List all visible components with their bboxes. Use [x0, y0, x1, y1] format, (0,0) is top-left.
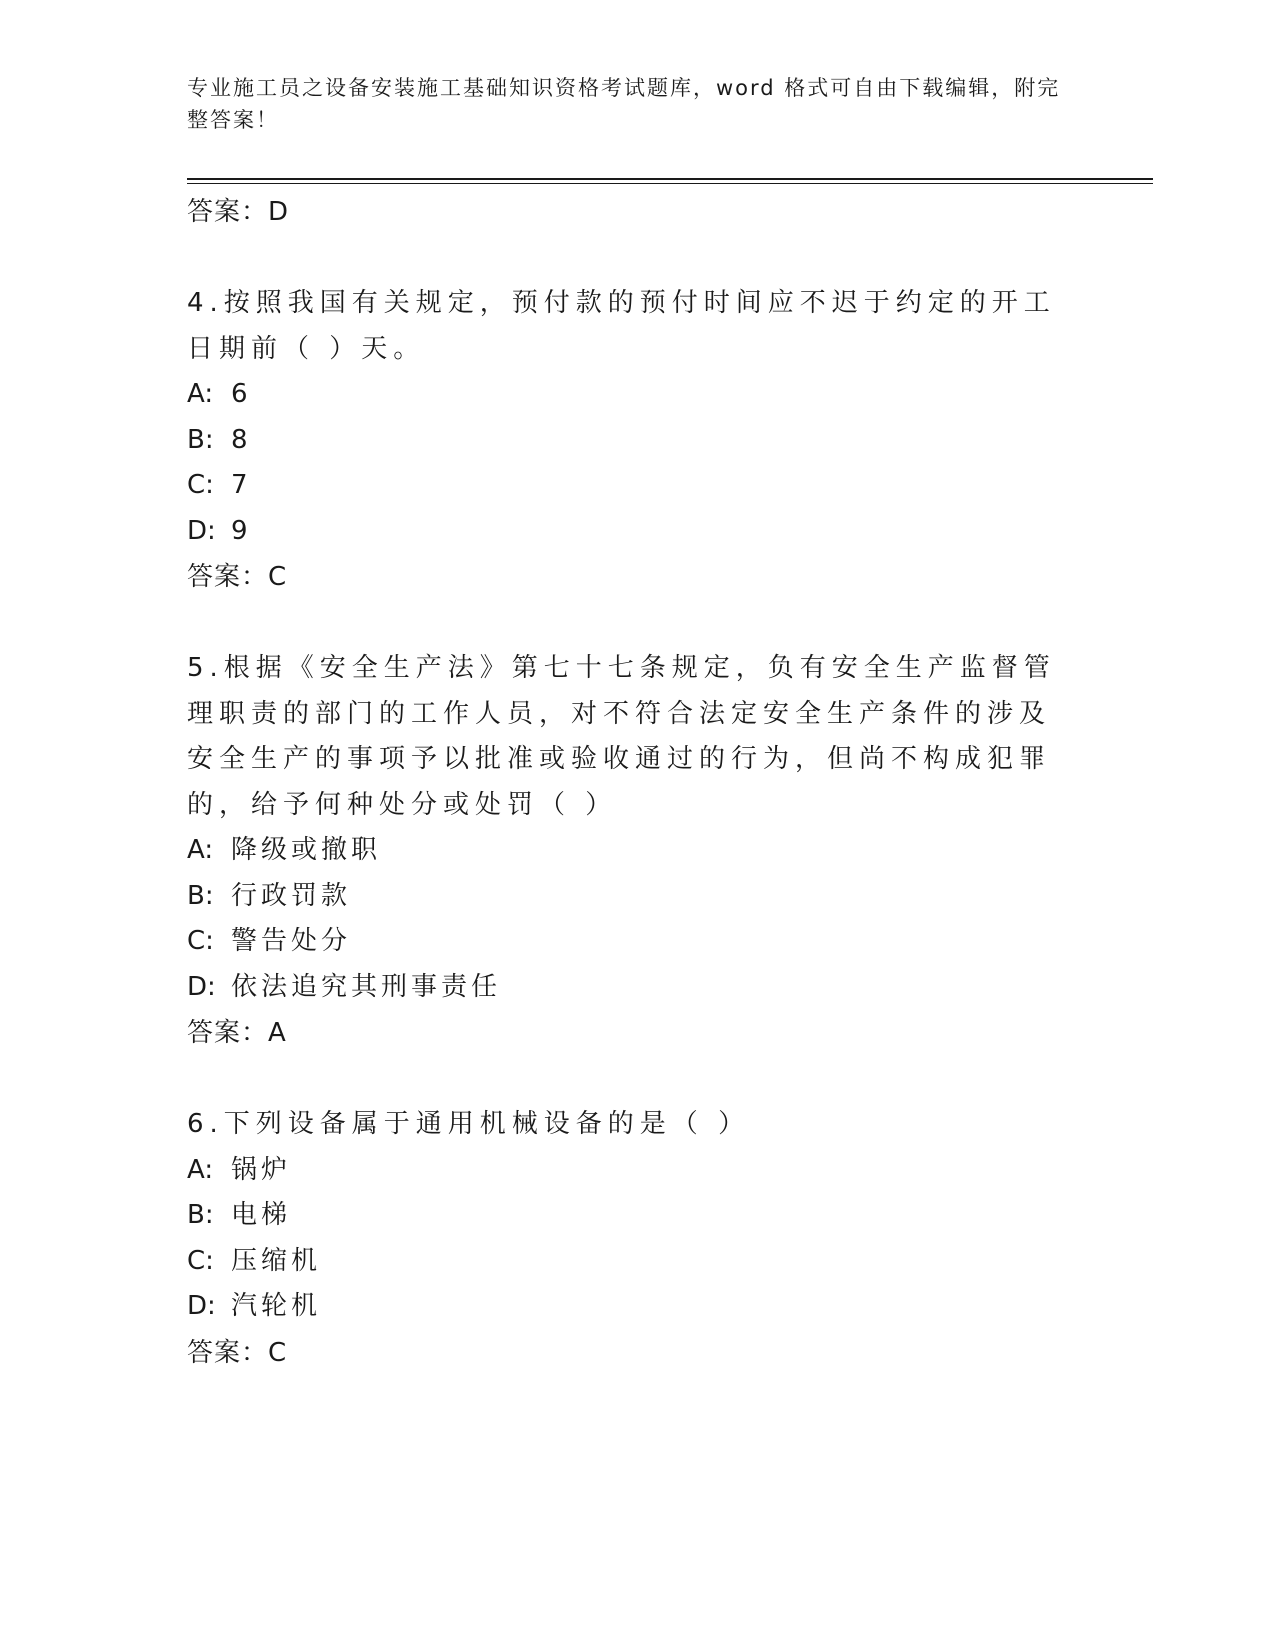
option-d — [187, 1284, 1067, 1330]
question-block-6 — [187, 1102, 1067, 1376]
option-text: 压缩机 — [231, 1245, 322, 1276]
answer-line: 答案：A — [187, 1018, 287, 1048]
spacer — [187, 235, 1067, 281]
option-text: 依法追究其刑事责任 — [231, 971, 502, 1002]
question-stem: 4.按照我国有关规定，预付款的预付时间应不迟于约定的开工日期前（ ）天。 — [187, 288, 1056, 364]
option-b — [187, 1193, 1067, 1239]
option-d — [187, 509, 1067, 555]
header-divider-thick — [187, 178, 1153, 180]
answer-line: 答案：C — [187, 1337, 288, 1368]
option-letter: A: — [187, 1154, 214, 1185]
option-text: 6 — [231, 379, 252, 409]
option-c — [187, 1239, 1067, 1285]
option-letter: D: — [187, 1291, 216, 1321]
option-letter: B: — [187, 424, 214, 455]
previous-answer: 答案：D — [187, 197, 290, 227]
option-a — [187, 372, 1067, 418]
option-letter: D: — [187, 971, 216, 1002]
option-b — [187, 418, 1067, 464]
option-letter: D: — [187, 515, 216, 546]
option-text: 电梯 — [231, 1200, 292, 1230]
spacer — [187, 1056, 1067, 1102]
question-block-4 — [187, 281, 1067, 600]
option-letter: A: — [187, 835, 214, 865]
question-block-5 — [187, 646, 1067, 1056]
option-text: 汽轮机 — [231, 1291, 322, 1321]
option-letter: C: — [187, 926, 214, 956]
option-text: 9 — [231, 515, 252, 546]
option-text: 7 — [231, 470, 252, 500]
header-divider-thin — [187, 183, 1153, 184]
option-text: 警告处分 — [231, 926, 352, 956]
option-a — [187, 828, 1067, 874]
option-c — [187, 919, 1067, 965]
option-a — [187, 1148, 1067, 1194]
answer-line: 答案：C — [187, 562, 288, 592]
option-d — [187, 965, 1067, 1011]
option-text: 降级或撤职 — [231, 835, 382, 865]
option-letter: B: — [187, 1200, 214, 1230]
option-letter: B: — [187, 880, 214, 911]
option-letter: C: — [187, 470, 214, 500]
option-letter: A: — [187, 379, 214, 409]
document-header: 专业施工员之设备安装施工基础知识资格考试题库，word 格式可自由下载编辑，附完整答案！ — [187, 76, 1061, 132]
question-stem: 5.根据《安全生产法》第七十七条规定，负有安全生产监督管理职责的部门的工作人员，对不符合法定安全生产条件的涉及安全生产的事项予以批准或验收通过的行为，但尚不构成犯罪的，给予何种处分或处罚（ ） — [187, 653, 1056, 820]
option-letter: C: — [187, 1245, 214, 1276]
option-text: 行政罚款 — [231, 880, 352, 911]
spacer — [187, 600, 1067, 646]
option-text: 锅炉 — [231, 1154, 292, 1185]
option-b — [187, 874, 1067, 920]
question-stem: 6.下列设备属于通用机械设备的是（ ） — [187, 1109, 751, 1139]
option-c — [187, 463, 1067, 509]
question-list — [187, 189, 1067, 1376]
option-text: 8 — [231, 424, 252, 455]
